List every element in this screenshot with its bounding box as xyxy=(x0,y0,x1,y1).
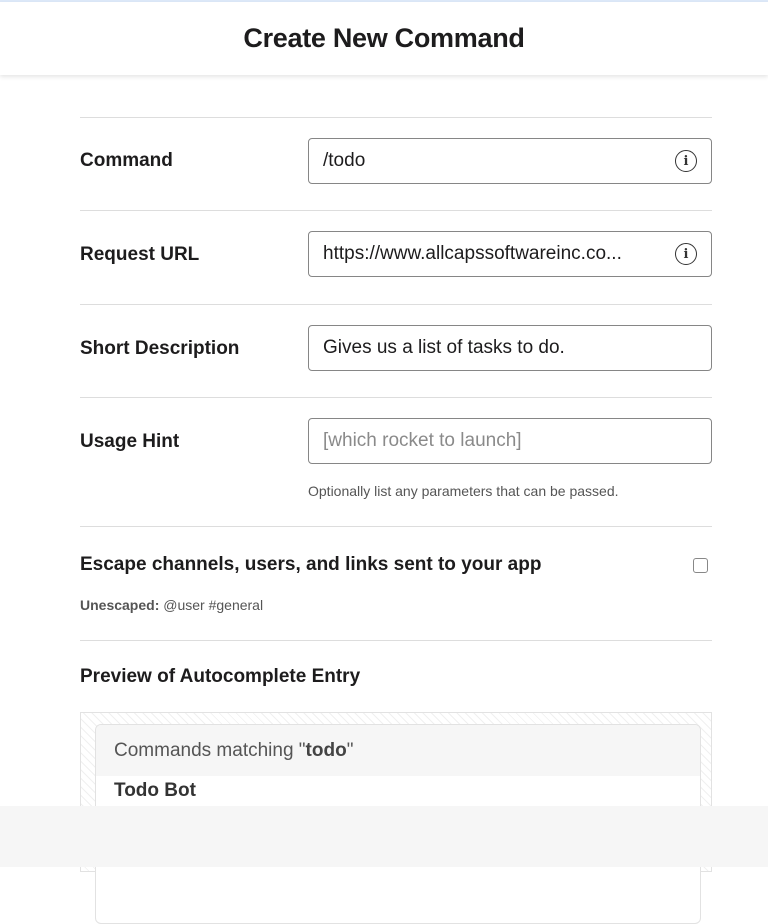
preview-title: Preview of Autocomplete Entry xyxy=(80,666,361,687)
usage-hint-placeholder: [which rocket to launch] xyxy=(323,430,522,451)
request-url-label: Request URL xyxy=(80,244,200,265)
command-value: /todo xyxy=(323,150,366,171)
unescaped-example xyxy=(80,597,263,613)
page-title: Create New Command xyxy=(243,23,525,53)
modal-footer xyxy=(0,806,768,867)
matching-suffix: " xyxy=(346,739,354,761)
command-label: Command xyxy=(80,150,173,171)
usage-hint-input[interactable] xyxy=(308,418,712,464)
modal-header xyxy=(0,2,768,75)
info-icon[interactable]: i xyxy=(675,243,697,265)
matching-term: todo xyxy=(305,739,347,761)
divider xyxy=(80,640,712,641)
unescaped-value: @user #general xyxy=(159,597,264,613)
short-description-value: Gives us a list of tasks to do. xyxy=(323,337,565,358)
divider xyxy=(80,526,712,527)
divider xyxy=(80,397,712,398)
matching-prefix: Commands matching " xyxy=(114,739,306,761)
short-description-input[interactable] xyxy=(308,325,712,371)
usage-hint-help: Optionally list any parameters that can be passed. xyxy=(308,483,619,499)
request-url-input[interactable] xyxy=(308,231,712,277)
divider xyxy=(80,304,712,305)
escape-label: Escape channels, users, and links sent to your app xyxy=(80,554,542,575)
command-input[interactable] xyxy=(308,138,712,184)
autocomplete-header xyxy=(96,725,700,776)
usage-hint-label: Usage Hint xyxy=(80,431,180,452)
request-url-value: https://www.allcapssoftwareinc.co... xyxy=(323,243,622,264)
divider xyxy=(80,210,712,211)
divider xyxy=(80,117,712,118)
escape-checkbox[interactable] xyxy=(693,558,708,573)
info-icon[interactable]: i xyxy=(675,150,697,172)
short-description-label: Short Description xyxy=(80,338,240,359)
unescaped-label: Unescaped: xyxy=(80,597,160,613)
autocomplete-item: Todo Bot xyxy=(114,780,196,801)
